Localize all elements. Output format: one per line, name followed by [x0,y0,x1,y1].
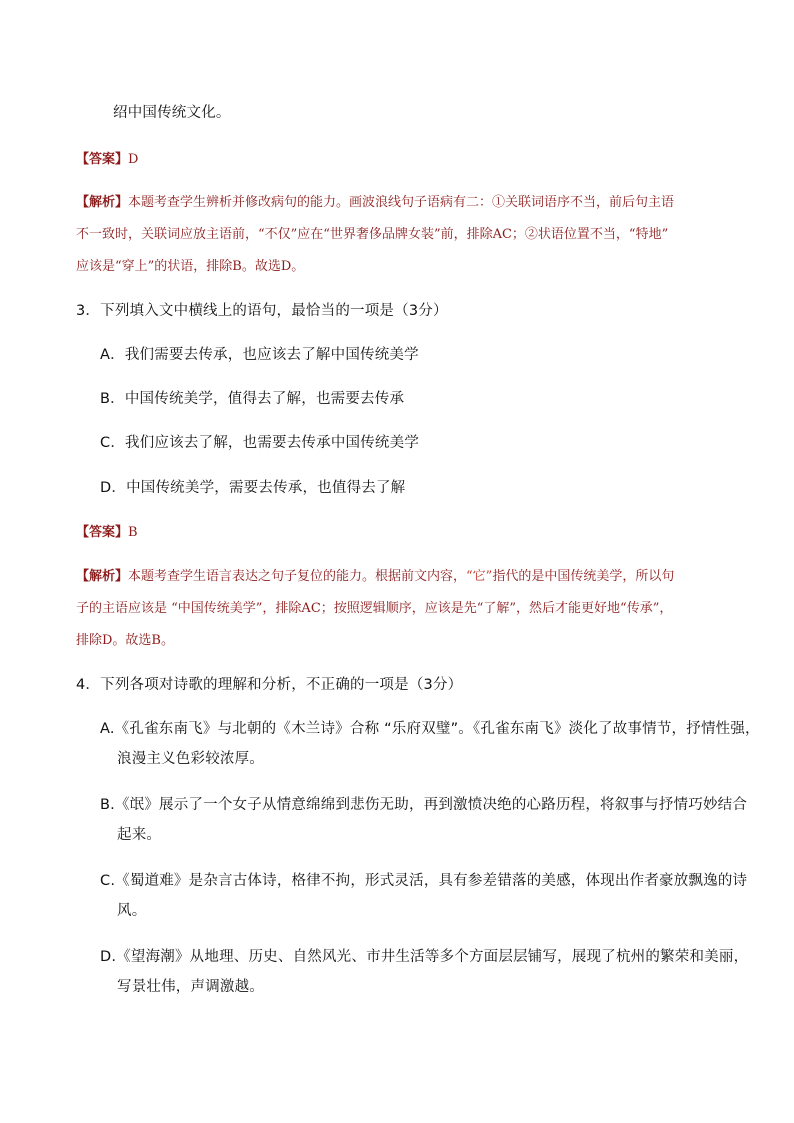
q4-stem: 4．下列各项对诗歌的理解和分析，不正确的一项是（3分） [76,677,463,693]
answer-value: B [128,525,138,540]
q4-option-c-line-2: 风。 [117,903,147,919]
q3-option-a: A．我们需要去传承，也应该去了解中国传统美学 [100,347,419,363]
analysis-tag: 【解析】 [76,195,129,210]
intro-tail-text: 绍中国传统文化。 [113,105,231,121]
answer-tag: 【答案】 [76,152,129,167]
q3-option-c: C．我们应该去了解，也需要去传承中国传统美学 [100,435,420,451]
answer-value: D [128,152,139,167]
q3-option-b: B．中国传统美学，值得去了解，也需要去传承 [100,391,405,407]
q4-option-d-line-2: 写景壮伟，声调激越。 [117,979,264,995]
q3-analysis-line-3: 排除D。故选B。 [76,633,174,648]
q4-option-a-line-1: A.《孔雀东南飞》与北朝的《木兰诗》合称 “乐府双璧”。《孔雀东南飞》淡化了故事情节，抒情性强， [100,721,760,737]
q4-option-d-line-1: D.《望海潮》从地理、历史、自然风光、市井生活等多个方面层层铺写，展现了杭州的繁荣和美丽， [100,949,749,965]
q3-analysis-line-2: 子的主语应该是 “中国传统美学”，排除AC；按照逻辑顺序，应该是先“了解”，然后才能更好地“传承”， [76,601,673,616]
answer-tag: 【答案】 [76,525,129,540]
q2-answer [76,148,138,167]
q3-stem: 3．下列填入文中横线上的语句，最恰当的一项是（3分） [76,303,448,319]
q3-analysis-line-1 [76,565,674,584]
q3-answer [76,521,138,540]
q4-option-b-line-2: 起来。 [117,827,162,843]
q2-analysis-line-1 [76,191,674,210]
q3-option-d: D．中国传统美学，需要去传承，也值得去了解 [100,480,406,496]
analysis-tag: 【解析】 [76,569,129,584]
analysis-text: 指代的是中国传统美学，所以句 [492,569,675,584]
analysis-text: 本题考查学生辨析并修改病句的能力。画波浪线句子语病有二：①关联词语序不当，前后句主语 [128,195,675,210]
q4-option-c-line-1: C.《蜀道难》是杂言古体诗，格律不拘，形式灵活，具有参差错落的美感，体现出作者豪放飘逸的诗 [100,873,748,889]
q4-option-a-line-2: 浪漫主义色彩较浓厚。 [117,751,264,767]
q2-analysis-line-3: 应该是“穿上”的状语，排除B。故选D。 [76,259,305,274]
q2-analysis-line-2: 不一致时，关联词应放主语前，“不仅”应在“世界奢侈品牌女装”前，排除AC；②状语位置不当，“特地” [76,227,669,242]
analysis-text: 本题考查学生语言表达之句子复位的能力。根据前文内容， [128,569,467,584]
q4-option-b-line-1: B.《氓》展示了一个女子从情意绵绵到悲伤无助，再到激愤决绝的心路历程，将叙事与抒情巧妙结合 [100,797,748,813]
analysis-highlight: “它” [466,569,493,584]
